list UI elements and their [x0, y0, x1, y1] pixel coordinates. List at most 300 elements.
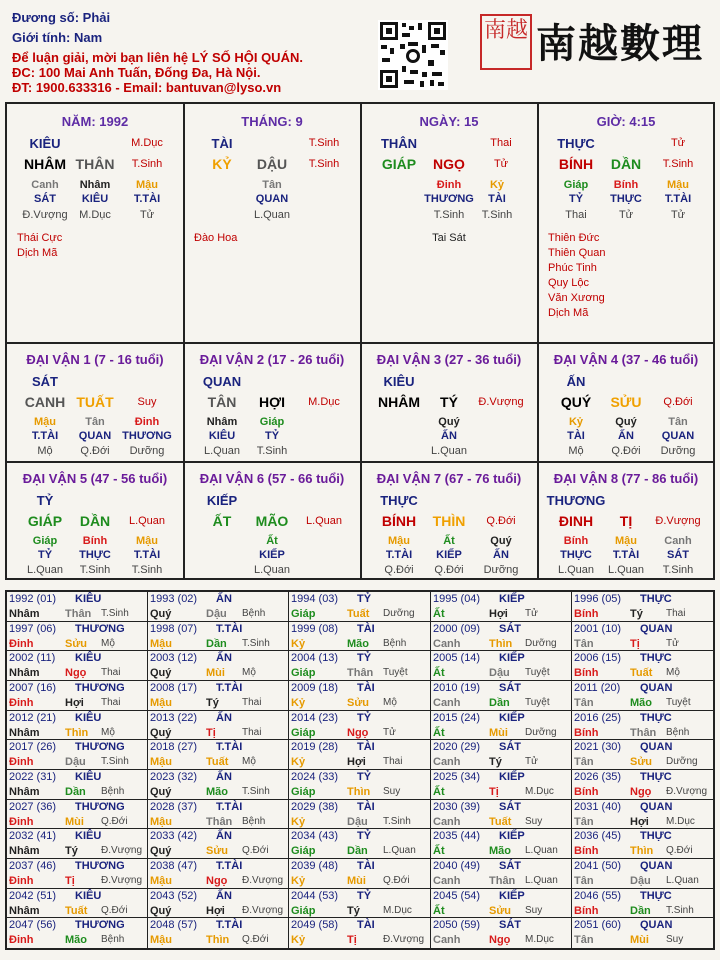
owner-line: Đương số: Phải	[12, 10, 111, 25]
annual-phase: Tử	[525, 608, 538, 619]
pillar-stem: BÍNH	[558, 156, 594, 172]
header	[0, 0, 720, 100]
annual-cell[interactable]	[7, 651, 148, 681]
annual-phase: Thai	[242, 697, 262, 708]
hidden-ten-god: ẤN	[441, 430, 457, 442]
hidden-stem: Bính	[613, 179, 639, 191]
annual-stem: Quý	[150, 727, 172, 739]
annual-stem: Kỷ	[291, 697, 306, 709]
annual-cell[interactable]	[289, 711, 430, 741]
annual-stem: Kỷ	[291, 934, 306, 946]
hidden-stem: Tân	[668, 416, 688, 428]
annual-year: 2048 (57)	[150, 919, 198, 931]
annual-phase: Bệnh	[242, 816, 266, 827]
annual-stem: Tân	[574, 816, 594, 828]
annual-cell[interactable]	[572, 622, 713, 652]
hidden-phase: T.Sinh	[79, 564, 111, 576]
special-star: Thái Cực	[17, 232, 63, 244]
hidden-stem: Nhâm	[206, 416, 238, 428]
annual-stem: Bính	[574, 905, 599, 917]
annual-cell[interactable]	[7, 918, 148, 948]
pillar-phase: M.Dục	[131, 137, 163, 149]
annual-branch: Dậu	[65, 756, 86, 768]
annual-phase: Q.Đới	[666, 845, 693, 856]
annual-cell[interactable]	[572, 800, 713, 830]
annual-cell[interactable]	[148, 622, 289, 652]
annual-year: 2007 (16)	[9, 682, 57, 694]
hidden-phase: Dưỡng	[660, 445, 696, 457]
hidden-stem: Mậu	[667, 179, 689, 191]
annual-cell[interactable]	[431, 711, 572, 741]
annual-ten-god: SÁT	[499, 741, 521, 753]
annual-cell[interactable]	[148, 740, 289, 770]
annual-ten-god: TÀI	[357, 682, 375, 694]
annual-year: 2023 (32)	[150, 771, 198, 783]
hidden-phase: L.Quan	[253, 564, 291, 576]
annual-year: 1999 (08)	[291, 623, 339, 635]
annual-cell[interactable]	[431, 918, 572, 948]
annual-stem: Kỷ	[291, 756, 306, 768]
annual-cell[interactable]	[7, 770, 148, 800]
annual-cell[interactable]	[572, 711, 713, 741]
annual-branch: Mùi	[347, 875, 366, 887]
annual-stem: Giáp	[291, 845, 316, 857]
annual-cell[interactable]	[572, 859, 713, 889]
annual-ten-god: THƯƠNG	[75, 623, 125, 635]
annual-branch: Mùi	[630, 934, 649, 946]
annual-stem: Kỷ	[291, 816, 306, 828]
special-star: Tai Sát	[432, 232, 466, 244]
annual-stem: Bính	[574, 727, 599, 739]
annual-phase: M.Dục	[666, 816, 695, 827]
annual-year: 2012 (21)	[9, 712, 57, 724]
annual-cell[interactable]	[431, 681, 572, 711]
hidden-ten-god: T.TÀI	[664, 193, 692, 205]
annual-ten-god: KIÊU	[75, 890, 102, 902]
annual-ten-god: T.TÀI	[216, 919, 243, 931]
special-star: Thiên Đức	[548, 232, 600, 244]
annual-branch: Dần	[630, 905, 651, 917]
pillar-branch-phase: T.Sinh	[131, 158, 163, 170]
annual-year: 1992 (01)	[9, 593, 57, 605]
annual-cell[interactable]	[148, 859, 289, 889]
annual-year: 2027 (36)	[9, 801, 57, 813]
annual-branch: Dậu	[347, 816, 368, 828]
hidden-phase: L.Quan	[26, 564, 64, 576]
annual-year: 2043 (52)	[150, 890, 198, 902]
annual-cell[interactable]	[431, 622, 572, 652]
annual-stem: Bính	[574, 608, 599, 620]
pillar-branch-phase: T.Sinh	[308, 158, 340, 170]
dai-van-ten-god: ẤN	[566, 374, 586, 389]
annual-year: 2008 (17)	[150, 682, 198, 694]
hidden-ten-god: QUAN	[78, 430, 112, 442]
dai-van-phase: L.Quan	[305, 515, 343, 527]
hidden-stem: Kỷ	[568, 416, 584, 428]
annual-cell[interactable]	[289, 889, 430, 919]
annual-phase: M.Dục	[525, 934, 554, 945]
annual-cell[interactable]	[7, 740, 148, 770]
annual-ten-god: QUAN	[640, 919, 673, 931]
hidden-phase: L.Quan	[253, 209, 291, 221]
annual-year: 1995 (04)	[433, 593, 481, 605]
hidden-stem: Bính	[82, 535, 108, 547]
hidden-phase: Mộ	[568, 445, 584, 457]
annual-phase: Tuyệt	[666, 697, 691, 708]
hidden-stem: Canh	[664, 535, 692, 547]
annual-branch: Mùi	[489, 727, 508, 739]
annual-stem: Mậu	[150, 816, 172, 828]
gender-line: Giới tính: Nam	[12, 30, 103, 45]
annual-phase: Đ.Vượng	[383, 934, 425, 945]
hidden-phase: Tử	[670, 209, 686, 221]
annual-cell[interactable]	[431, 770, 572, 800]
annual-cell[interactable]	[289, 651, 430, 681]
annual-branch: Tị	[489, 786, 499, 798]
annual-ten-god: TÀI	[357, 623, 375, 635]
annual-branch: Tý	[206, 697, 219, 709]
annual-stem: Giáp	[291, 667, 316, 679]
hidden-stem: Mậu	[388, 535, 410, 547]
dai-van-branch: THÌN	[432, 513, 466, 529]
annual-branch: Thân	[347, 667, 374, 679]
annual-cell[interactable]	[7, 592, 148, 622]
pillar-chart	[5, 102, 715, 580]
annual-cell[interactable]	[148, 592, 289, 622]
annual-phase: Q.Đới	[101, 905, 128, 916]
annual-year: 2032 (41)	[9, 830, 57, 842]
annual-year: 1994 (03)	[291, 593, 339, 605]
hidden-phase: Dưỡng	[129, 445, 165, 457]
annual-phase: Bệnh	[242, 608, 266, 619]
annual-stem: Ất	[433, 786, 445, 798]
annual-ten-god: SÁT	[499, 919, 521, 931]
annual-phase: M.Dục	[383, 905, 412, 916]
annual-ten-god: ẤN	[216, 593, 232, 605]
pillar-ten-god: THÂN	[380, 136, 418, 151]
dai-van-ten-god: KIÊU	[383, 374, 415, 389]
annual-phase: Tuyệt	[383, 667, 408, 678]
hidden-ten-god: KIẾP	[259, 549, 285, 561]
annual-ten-god: TỶ	[357, 652, 372, 664]
annual-ten-god: T.TÀI	[216, 860, 243, 872]
annual-ten-god: KIÊU	[75, 771, 102, 783]
annual-branch: Hợi	[65, 697, 84, 709]
seal-stamp: 南越	[480, 14, 532, 70]
hidden-ten-god: T.TÀI	[612, 549, 640, 561]
annual-year: 1997 (06)	[9, 623, 57, 635]
annual-ten-god: TỶ	[357, 712, 372, 724]
annual-year: 2001 (10)	[574, 623, 622, 635]
annual-branch: Sửu	[630, 756, 653, 768]
annual-cell[interactable]	[7, 622, 148, 652]
dai-van-branch: MÃO	[255, 513, 289, 529]
annual-year: 2021 (30)	[574, 741, 622, 753]
annual-phase: Đ.Vượng	[242, 875, 284, 886]
annual-phase: T.Sinh	[101, 756, 129, 767]
annual-cell[interactable]	[7, 829, 148, 859]
annual-cell[interactable]	[7, 681, 148, 711]
annual-stem: Nhâm	[9, 667, 40, 679]
annual-stem: Nhâm	[9, 905, 40, 917]
hidden-ten-god: TÀI	[567, 430, 585, 442]
hidden-ten-god: ẤN	[618, 430, 634, 442]
annual-cell[interactable]	[7, 859, 148, 889]
annual-cell[interactable]	[572, 651, 713, 681]
annual-stem: Nhâm	[9, 786, 40, 798]
annual-phase: T.Sinh	[666, 905, 694, 916]
annual-cell[interactable]	[289, 681, 430, 711]
annual-phase: Thai	[242, 727, 262, 738]
annual-cell[interactable]	[289, 800, 430, 830]
special-star: Thiên Quan	[548, 247, 606, 259]
annual-cell[interactable]	[148, 918, 289, 948]
hidden-stem: Kỷ	[489, 179, 505, 191]
hidden-phase: T.Sinh	[256, 445, 288, 457]
annual-year: 2002 (11)	[9, 652, 56, 664]
grid-divider	[7, 342, 713, 344]
annual-ten-god: ẤN	[216, 712, 232, 724]
dai-van-branch: HỢI	[259, 394, 285, 410]
address-line: ĐC: 100 Mai Anh Tuấn, Đống Đa, Hà Nội.	[12, 65, 261, 80]
annual-ten-god: KIẾP	[499, 830, 525, 842]
annual-ten-god: QUAN	[640, 682, 673, 694]
annual-phase: Thai	[101, 667, 121, 678]
annual-cell[interactable]	[572, 740, 713, 770]
annual-stem: Giáp	[291, 905, 316, 917]
annual-stem: Mậu	[150, 756, 172, 768]
annual-cell[interactable]	[289, 740, 430, 770]
hidden-phase: Thai	[565, 209, 587, 221]
dai-van-title: ĐẠI VẬN 7 (67 - 76 tuổi)	[376, 471, 522, 486]
hidden-phase: Đ.Vượng	[22, 209, 68, 221]
dai-van-ten-god: QUAN	[202, 374, 242, 389]
annual-cell[interactable]	[289, 829, 430, 859]
annual-cell[interactable]	[289, 918, 430, 948]
annual-stem: Tân	[574, 756, 594, 768]
annual-ten-god: THỰC	[640, 830, 672, 842]
annual-stem: Đinh	[9, 934, 34, 946]
annual-cell[interactable]	[572, 681, 713, 711]
annual-cell[interactable]	[148, 711, 289, 741]
annual-cell[interactable]	[289, 859, 430, 889]
annual-branch: Hợi	[630, 816, 649, 828]
hidden-stem: Giáp	[259, 416, 285, 428]
annual-year: 2044 (53)	[291, 890, 339, 902]
annual-stem: Mậu	[150, 697, 172, 709]
annual-stem: Kỷ	[291, 875, 306, 887]
annual-branch: Sửu	[206, 845, 229, 857]
annual-ten-god: THỰC	[640, 593, 672, 605]
annual-branch: Hợi	[206, 905, 225, 917]
hidden-stem: Quý	[615, 416, 637, 428]
annual-cell[interactable]	[572, 592, 713, 622]
annual-stem: Canh	[433, 816, 461, 828]
annual-stem: Canh	[433, 875, 461, 887]
hidden-ten-god: QUAN	[255, 193, 289, 205]
hidden-ten-god: KIÊU	[208, 430, 236, 442]
annual-stem: Canh	[433, 756, 461, 768]
pillar-phase: Thai	[490, 137, 512, 149]
hidden-phase: Tử	[618, 209, 634, 221]
annual-ten-god: THỰC	[640, 712, 672, 724]
pillar-branch: THÂN	[75, 156, 115, 172]
dai-van-ten-god: THỰC	[380, 493, 418, 508]
annual-stem: Mậu	[150, 875, 172, 887]
annual-branch: Mùi	[206, 667, 225, 679]
hidden-stem: Nhâm	[79, 179, 111, 191]
annual-cell[interactable]	[572, 829, 713, 859]
annual-ten-god: QUAN	[640, 860, 673, 872]
annual-cell[interactable]	[148, 889, 289, 919]
annual-branch: Thân	[65, 608, 92, 620]
annual-ten-god: ẤN	[216, 771, 232, 783]
annual-phase: Suy	[666, 934, 684, 945]
hidden-stem: Quý	[490, 535, 512, 547]
annual-cell[interactable]	[148, 770, 289, 800]
annual-cell[interactable]	[431, 800, 572, 830]
annual-branch: Hợi	[347, 756, 366, 768]
annual-year: 2025 (34)	[433, 771, 481, 783]
annual-ten-god: ẤN	[216, 830, 232, 842]
annual-branch: Mùi	[65, 816, 84, 828]
annual-cell[interactable]	[431, 740, 572, 770]
annual-stem: Đinh	[9, 875, 34, 887]
pillar-ten-god: THỰC	[557, 136, 595, 151]
special-star: Văn Xương	[548, 292, 605, 304]
dai-van-phase: L.Quan	[128, 515, 166, 527]
hidden-phase: L.Quan	[607, 564, 645, 576]
annual-phase: Thai	[383, 756, 403, 767]
pillar-ten-god: TÀI	[211, 136, 233, 151]
dai-van-ten-god: KIẾP	[206, 493, 238, 508]
hidden-stem: Mậu	[34, 416, 56, 428]
pillar-ten-god: KIÊU	[29, 136, 61, 151]
annual-cell[interactable]	[148, 800, 289, 830]
annual-phase: Mộ	[101, 638, 115, 649]
hidden-phase: Dưỡng	[483, 564, 519, 576]
annual-cell[interactable]	[431, 592, 572, 622]
dai-van-branch: DẦN	[79, 513, 111, 529]
annual-year: 1993 (02)	[150, 593, 198, 605]
annual-phase: Mộ	[666, 667, 680, 678]
annual-ten-god: TỶ	[357, 593, 372, 605]
annual-stem: Quý	[150, 608, 172, 620]
annual-ten-god: KIÊU	[75, 712, 102, 724]
annual-phase: Tử	[383, 727, 396, 738]
hidden-phase: T.Sinh	[481, 209, 513, 221]
hidden-phase: T.Sinh	[433, 209, 465, 221]
annual-cell[interactable]	[289, 592, 430, 622]
dai-van-ten-god: SÁT	[32, 374, 58, 389]
annual-phase: L.Quan	[525, 845, 558, 856]
annual-cell[interactable]	[431, 859, 572, 889]
annual-branch: Ngọ	[65, 667, 87, 679]
annual-phase: L.Quan	[666, 875, 699, 886]
hidden-phase: Q.Đới	[434, 564, 464, 576]
annual-ten-god: TÀI	[357, 860, 375, 872]
annual-stem: Giáp	[291, 727, 316, 739]
dai-van-stem: ẤT	[212, 513, 232, 529]
hidden-phase: Q.Đới	[80, 445, 110, 457]
hidden-stem: Đinh	[134, 416, 160, 428]
annual-luck-grid	[5, 590, 715, 950]
annual-cell[interactable]	[431, 651, 572, 681]
annual-cell[interactable]	[289, 770, 430, 800]
annual-cell[interactable]	[148, 829, 289, 859]
dai-van-branch: TỊ	[619, 513, 633, 529]
qr-code-icon[interactable]	[378, 20, 448, 90]
annual-stem: Tân	[574, 697, 594, 709]
annual-phase: T.Sinh	[383, 816, 411, 827]
annual-cell[interactable]	[148, 651, 289, 681]
annual-cell[interactable]	[572, 918, 713, 948]
annual-cell[interactable]	[431, 829, 572, 859]
dai-van-stem: BÍNH	[381, 513, 417, 529]
hidden-ten-god: THƯƠNG	[122, 430, 172, 442]
annual-stem: Tân	[574, 875, 594, 887]
special-star: Dịch Mã	[17, 247, 58, 259]
annual-year: 2006 (15)	[574, 652, 622, 664]
annual-cell[interactable]	[7, 711, 148, 741]
annual-phase: Dưỡng	[525, 638, 557, 649]
dai-van-stem: TÂN	[207, 394, 237, 410]
annual-branch: Thìn	[65, 727, 89, 739]
hidden-phase: L.Quan	[430, 445, 468, 457]
annual-cell[interactable]	[148, 681, 289, 711]
annual-stem: Nhâm	[9, 845, 40, 857]
annual-year: 2013 (22)	[150, 712, 198, 724]
annual-ten-god: THƯƠNG	[75, 682, 125, 694]
annual-year: 2050 (59)	[433, 919, 481, 931]
hidden-ten-god: SÁT	[34, 193, 56, 205]
annual-stem: Canh	[433, 934, 461, 946]
annual-year: 2049 (58)	[291, 919, 339, 931]
annual-ten-god: SÁT	[499, 682, 521, 694]
annual-ten-god: TỶ	[357, 890, 372, 902]
annual-phase: Suy	[525, 816, 543, 827]
grid-divider	[537, 104, 539, 578]
hidden-phase: Tử	[139, 209, 155, 221]
annual-branch: Tị	[65, 875, 75, 887]
annual-stem: Bính	[574, 786, 599, 798]
annual-stem: Quý	[150, 845, 172, 857]
annual-year: 2003 (12)	[150, 652, 198, 664]
annual-ten-god: KIẾP	[499, 652, 525, 664]
annual-year: 2034 (43)	[291, 830, 339, 842]
annual-ten-god: T.TÀI	[216, 623, 243, 635]
annual-year: 2031 (40)	[574, 801, 622, 813]
dai-van-title: ĐẠI VẬN 2 (17 - 26 tuổi)	[199, 352, 345, 367]
annual-cell[interactable]	[7, 889, 148, 919]
annual-ten-god: KIẾP	[499, 771, 525, 783]
annual-cell[interactable]	[289, 622, 430, 652]
annual-branch: Ngọ	[347, 727, 369, 739]
dai-van-branch: TÝ	[440, 394, 458, 410]
annual-cell[interactable]	[7, 800, 148, 830]
annual-ten-god: SÁT	[499, 860, 521, 872]
annual-cell[interactable]	[572, 770, 713, 800]
hidden-ten-god: SÁT	[667, 549, 689, 561]
annual-ten-god: THƯƠNG	[75, 919, 125, 931]
annual-cell[interactable]	[431, 889, 572, 919]
dai-van-ten-god: THƯƠNG	[546, 493, 606, 508]
hidden-stem: Ất	[443, 535, 455, 547]
annual-cell[interactable]	[572, 889, 713, 919]
annual-branch: Thân	[630, 727, 657, 739]
annual-phase: Đ.Vượng	[666, 786, 708, 797]
hidden-ten-god: ẤN	[493, 549, 509, 561]
